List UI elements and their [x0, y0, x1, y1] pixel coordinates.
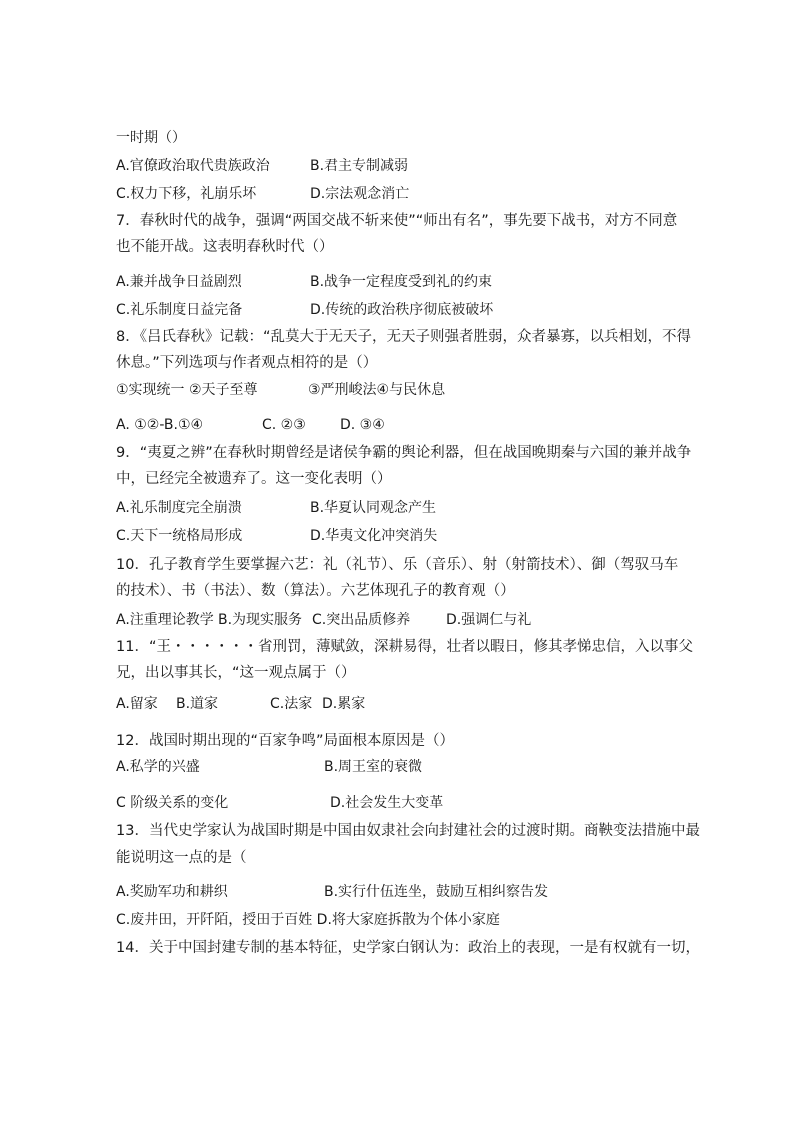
q9-stem-line-1: 9．“夷夏之辨”在春秋时期曾经是诸侯争霸的舆论利器，但在战国晚期秦与六国的兼并战争	[116, 445, 692, 461]
q10-stem-line-1: 10．孔子教育学生要掌握六艺：礼（礼节）、乐（音乐）、射（射箭技术）、御（驾驭马车	[116, 557, 679, 573]
q8-items-a: ①实现统一 ②天子至尊	[116, 382, 258, 398]
q9-option-d[interactable]: D.华夷文化冲突消失	[310, 528, 438, 544]
q10-option-c[interactable]: C.突出品质修养	[312, 612, 411, 628]
q8-stem-line-2: 休息。”下列选项与作者观点相符的是（）	[116, 355, 378, 371]
q6-option-a[interactable]: A.官僚政治取代贵族政治	[116, 158, 270, 174]
q9-stem-line-2: 中，已经完全被遗弃了。这一变化表明（）	[116, 471, 392, 487]
q8-option-ab[interactable]: A. ①②-B.①④	[116, 417, 204, 433]
q9-option-c[interactable]: C.天下一统格局形成	[116, 528, 243, 544]
q10-option-a[interactable]: A.注重理论教学	[116, 612, 214, 628]
q6-option-c[interactable]: C.权力下移，礼崩乐坏	[116, 186, 257, 202]
q9-option-a[interactable]: A.礼乐制度完全崩溃	[116, 500, 242, 516]
q6-option-d[interactable]: D.宗法观念消亡	[310, 186, 410, 202]
q10-option-b[interactable]: B.为现实服务	[218, 612, 303, 628]
q7-option-c[interactable]: C.礼乐制度日益完备	[116, 302, 243, 318]
q12-stem: 12．战国时期出现的“百家争鸣”局面根本原因是（）	[116, 733, 454, 749]
q7-option-b[interactable]: B.战争一定程度受到礼的约束	[310, 274, 493, 290]
q6-stem-tail: 一时期（）	[116, 130, 186, 146]
q9-option-b[interactable]: B.华夏认同观念产生	[310, 500, 437, 516]
q12-option-b[interactable]: B.周王室的衰微	[324, 759, 423, 775]
q14-stem-line-1: 14．关于中国封建专制的基本特征，史学家白钢认为：政治上的表现，一是有权就有一切，	[116, 940, 700, 956]
q11-option-a[interactable]: A.留家	[116, 696, 158, 712]
q8-stem-line-1: 8．《吕氏春秋》记载：“乱莫大于无天子，无天子则强者胜弱，众者暴寡，以兵相划，不得	[116, 329, 691, 345]
q13-stem-line-2: 能说明这一点的是（	[116, 850, 247, 866]
q8-option-c[interactable]: C. ②③	[262, 417, 306, 433]
q12-option-c[interactable]: C 阶级关系的变化	[116, 795, 229, 811]
q10-option-d[interactable]: D.强调仁与礼	[446, 612, 532, 628]
q11-stem-line-1: 11．“王・・・・・・省刑罚，薄赋敛，深耕易得，壮者以暇日，修其孝悌忠信，入以事父	[116, 639, 693, 655]
q7-stem-line-2: 也不能开战。这表明春秋时代（）	[116, 239, 334, 255]
q8-items-b: ③严刑峻法④与民休息	[308, 382, 446, 398]
q10-stem-line-2: 的技术）、书（书法）、数（算法）。六艺体现孔子的教育观（）	[116, 583, 515, 599]
q7-option-d[interactable]: D.传统的政治秩序彻底被破坏	[310, 302, 494, 318]
q7-stem-line-1: 7．春秋时代的战争，强调“两国交战不斩来使”“师出有名”，事先要下战书，对方不同意	[116, 213, 678, 229]
q7-option-a[interactable]: A.兼并战争日益剧烈	[116, 274, 242, 290]
q13-options-row-2[interactable]: C.废井田，开阡陌，授田于百姓 D.将大家庭拆散为个体小家庭	[116, 912, 500, 928]
q13-option-a[interactable]: A.奖励军功和耕织	[116, 884, 228, 900]
q12-option-d[interactable]: D.社会发生大变革	[330, 795, 444, 811]
q6-option-b[interactable]: B.君主专制减弱	[310, 158, 409, 174]
q12-option-a[interactable]: A.私学的兴盛	[116, 759, 200, 775]
q11-option-c[interactable]: C.法家	[270, 696, 313, 712]
q11-stem-line-2: 兄，出以事其长，“这一观点属于（）	[116, 665, 356, 681]
q13-stem-line-1: 13．当代史学家认为战国时期是中国由奴隶社会向封建社会的过渡时期。商鞅变法措施中最	[116, 823, 700, 839]
q11-option-b[interactable]: B.道家	[176, 696, 219, 712]
q8-option-d[interactable]: D. ③④	[340, 417, 385, 433]
q13-option-b[interactable]: B.实行什伍连坐，鼓励互相纠察告发	[324, 884, 549, 900]
q11-option-d[interactable]: D.累家	[322, 696, 366, 712]
